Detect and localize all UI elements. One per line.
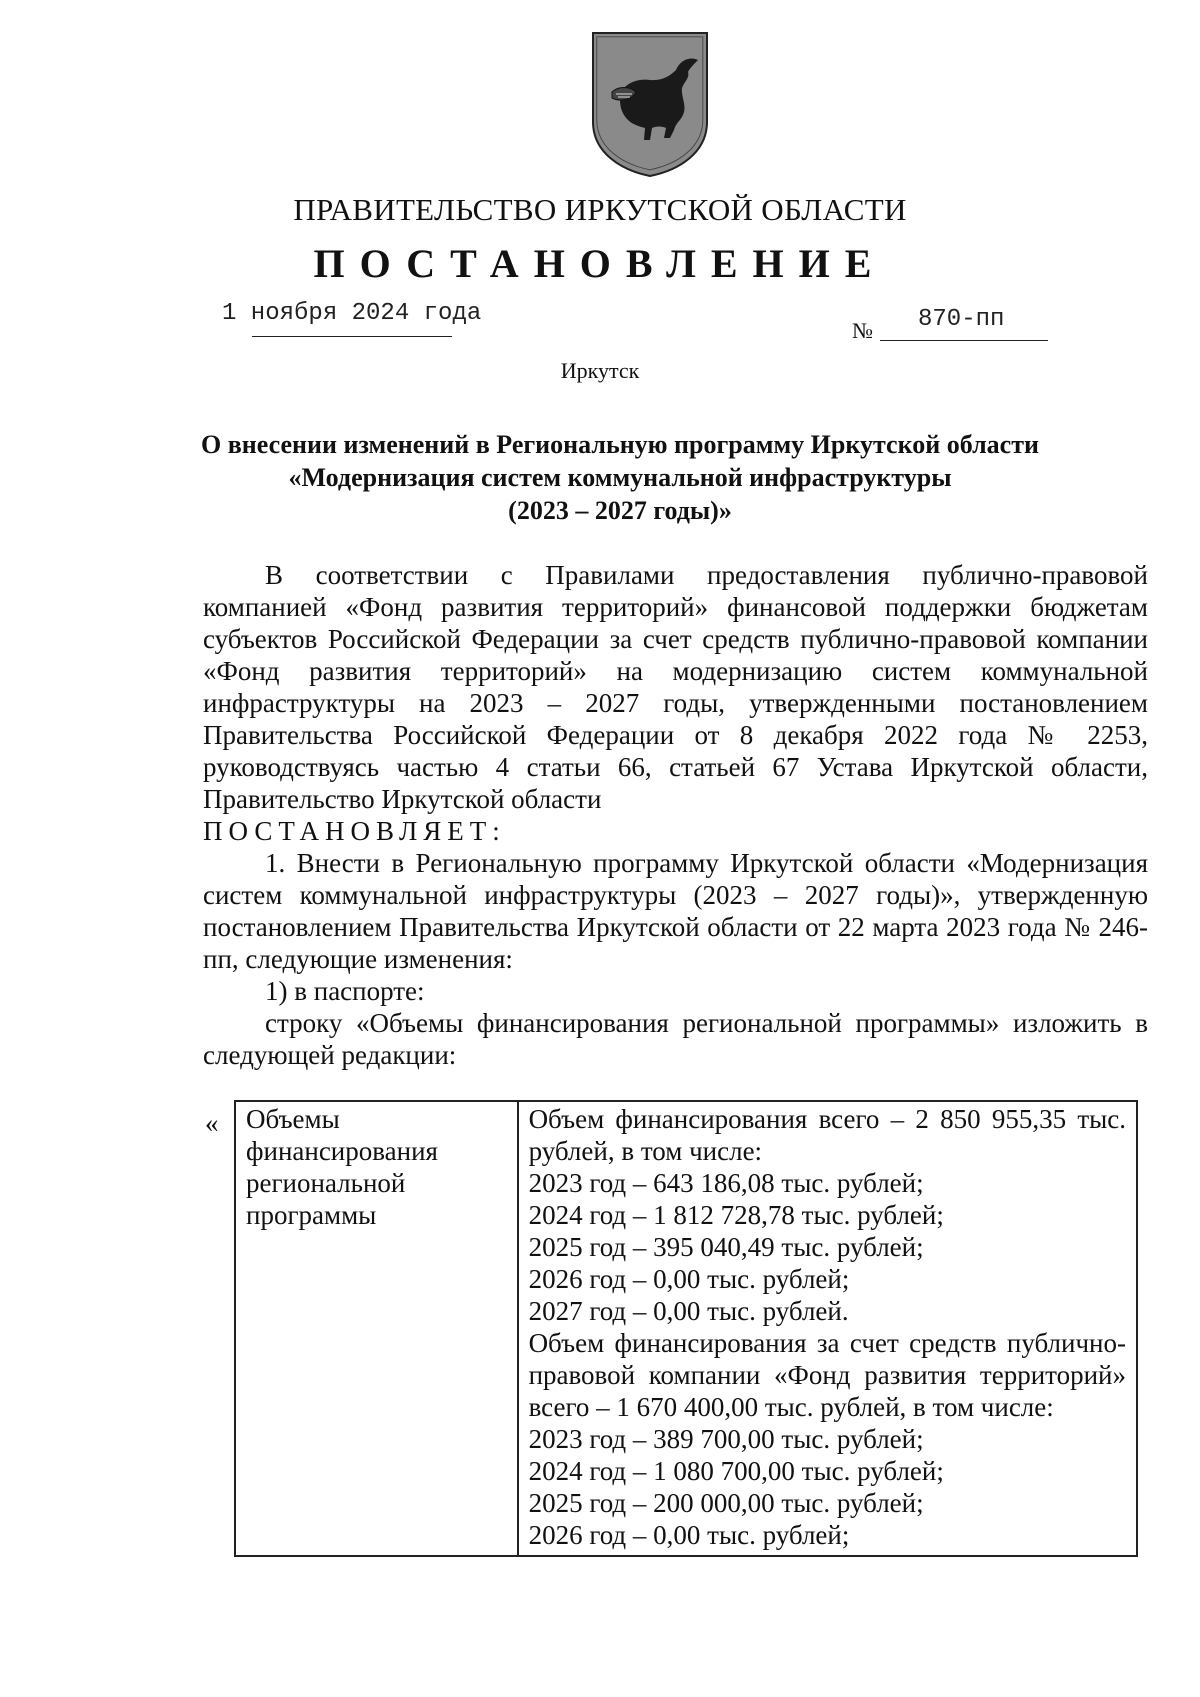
preamble-paragraph: В соответствии с Правилами предоставления публично-правовой компанией «Фонд развития территорий» финансовой поддержки бюджетам субъектов Российской Федерации за счет средств публично-правовой компании «Фонд развития территорий» на модернизацию систем коммунальной инфраструктуры на 2023 – 2027 годы, утвержденными постановлением Правительства Российской Федерации от 8 декабря 2022 года № 2253, руководствуясь частью 4 статьи 66, статьей 67 Устава Иркутской области, Правительство Иркутской области	[203, 560, 1148, 814]
document-date: 1 ноября 2024 года	[222, 300, 482, 327]
title-line-1: О внесении изменений в Региональную программу Иркутской области	[201, 430, 1039, 459]
opening-quote: «	[205, 1108, 219, 1138]
government-name: ПРАВИТЕЛЬСТВО ИРКУТСКОЙ ОБЛАСТИ	[293, 192, 907, 227]
coat-of-arms-emblem	[590, 30, 710, 178]
document-title	[100, 428, 1140, 527]
total-financing-intro: Объем финансирования всего – 2 850 955,35 тыс. рублей, в том числе:	[528, 1104, 1126, 1166]
fund-year-2023: 2023 год – 389 700,00 тыс. рублей;	[528, 1424, 924, 1454]
fund-year-2025: 2025 год – 200 000,00 тыс. рублей;	[528, 1488, 924, 1518]
document-body	[203, 559, 1148, 1071]
resolve-word: ПОСТАНОВЛЯЕТ:	[203, 816, 506, 846]
total-year-2023: 2023 год – 643 186,08 тыс. рублей;	[528, 1168, 924, 1198]
total-year-2026: 2026 год – 0,00 тыс. рублей;	[528, 1264, 850, 1294]
city-name: Иркутск	[560, 358, 640, 383]
item-1-paragraph: 1. Внести в Региональную программу Иркутской области «Модернизация систем коммунальной инфраструктуры (2023 – 2027 годы)», утвержденную постановлением Правительства Иркутской области от 22 марта 2023 года № 246-пп, следующие изменения:	[203, 848, 1148, 974]
fund-year-2024: 2024 год – 1 080 700,00 тыс. рублей;	[528, 1456, 944, 1486]
total-year-2024: 2024 год – 1 812 728,78 тыс. рублей;	[528, 1200, 944, 1230]
title-line-2: «Модернизация систем коммунальной инфраструктуры	[288, 463, 952, 492]
title-line-3: (2023 – 2027 годы)»	[508, 496, 732, 525]
sub-item-1-text: строку «Объемы финансирования региональной программы» изложить в следующей редакции:	[203, 1008, 1148, 1070]
passport-table	[234, 1100, 1138, 1557]
number-sign: №	[852, 318, 873, 343]
number-underline	[880, 340, 1048, 341]
date-underline	[252, 336, 452, 337]
total-year-2027: 2027 год – 0,00 тыс. рублей.	[528, 1296, 849, 1326]
passport-left-cell: Объемы финансирования региональной программы	[235, 1101, 518, 1556]
total-year-2025: 2025 год – 395 040,49 тыс. рублей;	[528, 1232, 924, 1262]
table-row	[235, 1101, 1137, 1556]
document-number: 870-пп	[918, 306, 1005, 333]
sub-item-1: 1) в паспорте:	[265, 976, 425, 1006]
passport-right-cell	[518, 1101, 1137, 1556]
fund-financing-intro: Объем финансирования за счет средств публично-правовой компании «Фонд развития территорий» всего – 1 670 400,00 тыс. рублей, в том числе:	[528, 1328, 1126, 1422]
fund-year-2026: 2026 год – 0,00 тыс. рублей;	[528, 1520, 850, 1550]
document-type-heading: ПОСТАНОВЛЕНИЕ	[313, 241, 887, 286]
